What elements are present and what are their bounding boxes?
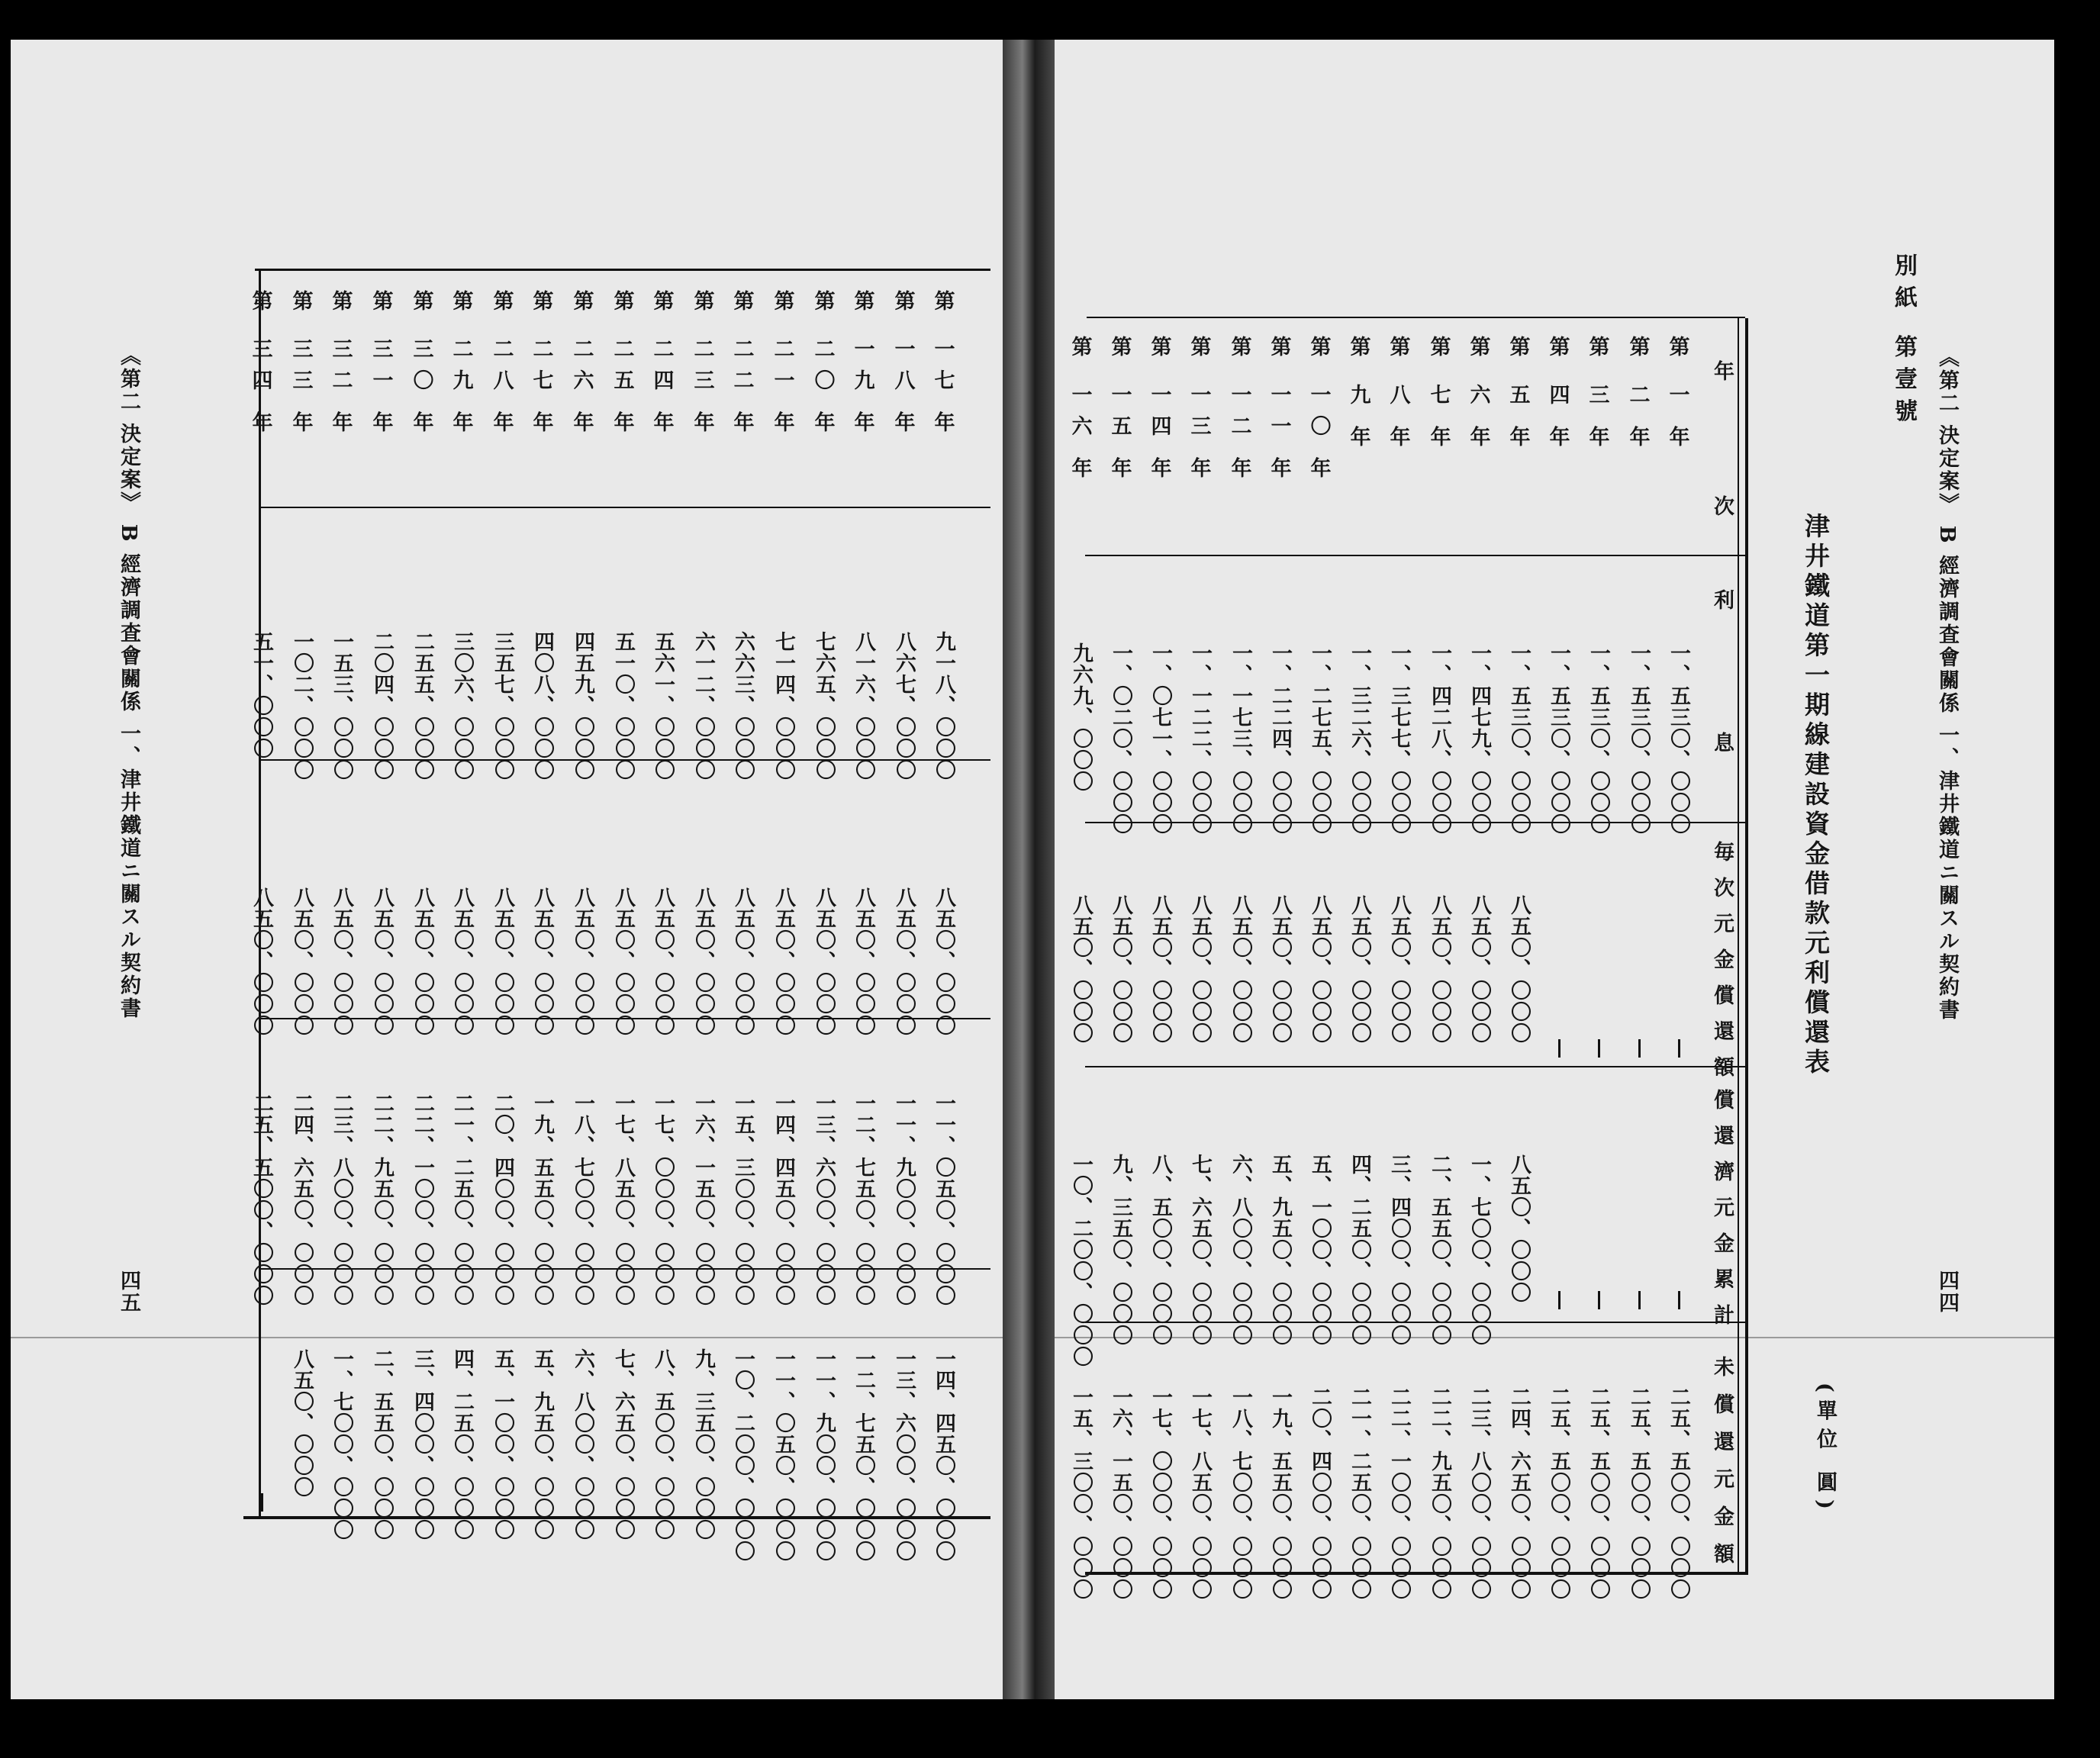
annual-repayment-cell: 八五〇、〇〇〇 (1387, 894, 1411, 1044)
annual-repayment-cell: 八五〇、〇〇〇 (691, 887, 715, 1036)
annual-repayment-cell: 八五〇、〇〇〇 (370, 887, 394, 1036)
outstanding-cell: 一一、〇五〇、〇〇〇 (771, 1348, 795, 1562)
cumulative-cell: 四、二五〇、〇〇〇 (1348, 1154, 1371, 1346)
year-cell: 第 二 三 年 (694, 290, 715, 435)
outstanding-cell: 一八、七〇〇、〇〇〇 (1229, 1386, 1252, 1600)
interest-cell: 一、四七九、〇〇〇 (1467, 642, 1491, 835)
table-border (1087, 317, 1745, 318)
cumulative-cell: 二三、八〇〇、〇〇〇 (330, 1093, 353, 1306)
cumulative-cell: 一七、八五〇、〇〇〇 (611, 1093, 635, 1306)
outstanding-cell: 二二、九五〇、〇〇〇 (1428, 1386, 1451, 1600)
outstanding-cell: 二五、五〇〇、〇〇〇 (1586, 1386, 1610, 1600)
interest-cell: 九六九、〇〇〇 (1069, 642, 1093, 792)
annual-repayment-cell: 八五〇、〇〇〇 (250, 887, 273, 1036)
interest-cell: 九一八、〇〇〇 (932, 631, 955, 781)
cumulative-cell: 二四、六五〇、〇〇〇 (290, 1093, 314, 1306)
outstanding-cell: 九、三五〇、〇〇〇 (691, 1348, 715, 1541)
cumulative-cell: 一九、五五〇、〇〇〇 (530, 1093, 554, 1306)
page-number: 四五 (117, 1270, 140, 1314)
year-cell: 第 一 八 年 (894, 290, 916, 435)
interest-cell: 一、五三〇、〇〇〇 (1627, 642, 1651, 835)
interest-cell: 一、一二二、〇〇〇 (1188, 642, 1212, 835)
annual-repayment-cell: 八五〇、〇〇〇 (932, 887, 955, 1036)
empty-cell-mark (1678, 1039, 1680, 1058)
outstanding-cell: 二二、一〇〇、〇〇〇 (1387, 1386, 1411, 1600)
year-cell: 第 二 七 年 (533, 290, 554, 435)
annual-repayment-cell: 八五〇、〇〇〇 (571, 887, 594, 1036)
cumulative-cell: 八五〇、〇〇〇 (1507, 1154, 1531, 1303)
annual-repayment-cell: 八五〇、〇〇〇 (892, 887, 916, 1036)
annual-repayment-cell: 八五〇、〇〇〇 (1109, 894, 1132, 1044)
outstanding-cell: 一五、三〇〇、〇〇〇 (1069, 1386, 1093, 1600)
row-divider (1085, 1066, 1745, 1067)
year-cell: 第 二 二 年 (733, 290, 755, 435)
cumulative-cell: 六、八〇〇、〇〇〇 (1229, 1154, 1252, 1346)
empty-cell-mark (1638, 1039, 1641, 1058)
interest-cell: 一五三、〇〇〇 (330, 631, 353, 781)
annual-repayment-cell: 八五〇、〇〇〇 (411, 887, 434, 1036)
outstanding-cell: 二五、五〇〇、〇〇〇 (1627, 1386, 1651, 1600)
outstanding-cell: 六、八〇〇、〇〇〇 (571, 1348, 594, 1541)
interest-cell: 一、二七五、〇〇〇 (1308, 642, 1332, 835)
outstanding-cell: 八五〇、〇〇〇 (290, 1348, 314, 1498)
cumulative-cell: 二、五五〇、〇〇〇 (1428, 1154, 1451, 1346)
table-border (255, 269, 990, 271)
year-cell: 第 一 四 年 (1151, 336, 1172, 481)
header-interest: 利息 (1710, 589, 1734, 874)
annual-repayment-cell: 八五〇、〇〇〇 (1188, 894, 1212, 1044)
annual-repayment-cell: 八五〇、〇〇〇 (812, 887, 836, 1036)
interest-cell: 六六三、〇〇〇 (731, 631, 755, 781)
row-divider (1085, 1322, 1745, 1323)
empty-cell-mark (261, 1493, 263, 1512)
outstanding-cell: 一六、一五〇、〇〇〇 (1109, 1386, 1132, 1600)
year-cell: 第 一 二 年 (1231, 336, 1252, 481)
annual-repayment-cell: 八五〇、〇〇〇 (1229, 894, 1252, 1044)
annual-repayment-cell: 八五〇、〇〇〇 (651, 887, 675, 1036)
annual-repayment-cell: 八五〇、〇〇〇 (731, 887, 755, 1036)
year-cell: 第 二 一 年 (774, 290, 795, 435)
cumulative-cell: 一〇、二〇〇、〇〇〇 (1069, 1154, 1093, 1367)
annual-repayment-cell: 八五〇、〇〇〇 (1348, 894, 1371, 1044)
year-cell: 第 一 九 年 (854, 290, 875, 435)
outstanding-cell: 一七、八五〇、〇〇〇 (1188, 1386, 1212, 1600)
unit-label: (單位 圓) (1813, 1383, 1837, 1517)
outstanding-cell: 四、二五〇、〇〇〇 (450, 1348, 474, 1541)
outstanding-cell: 二、五五〇、〇〇〇 (370, 1348, 394, 1541)
outstanding-cell: 七、六五〇、〇〇〇 (611, 1348, 635, 1541)
year-cell: 第 七 年 (1430, 336, 1451, 449)
year-cell: 第 二 〇 年 (814, 290, 836, 435)
outstanding-cell: 二三、八〇〇、〇〇〇 (1467, 1386, 1491, 1600)
year-cell: 第 二 五 年 (614, 290, 635, 435)
outstanding-cell: 一〇、二〇〇、〇〇〇 (731, 1348, 755, 1562)
empty-cell-mark (1598, 1039, 1600, 1058)
interest-cell: 六一二、〇〇〇 (691, 631, 715, 781)
cumulative-cell: 二一、二五〇、〇〇〇 (450, 1093, 474, 1306)
outstanding-cell: 一四、四五〇、〇〇〇 (932, 1348, 955, 1562)
header-cumulative: 償還濟元金累計 (1710, 1089, 1734, 1340)
year-cell: 第 六 年 (1470, 336, 1491, 449)
annual-repayment-cell: 八五〇、〇〇〇 (1507, 894, 1531, 1044)
cumulative-cell: 一五、三〇〇、〇〇〇 (731, 1093, 755, 1306)
interest-cell: 四五九、〇〇〇 (571, 631, 594, 781)
cumulative-cell: 二五、五〇〇、〇〇〇 (250, 1093, 273, 1306)
header-annual: 毎次元金償還額 (1710, 841, 1734, 1092)
annual-repayment-cell: 八五〇、〇〇〇 (330, 887, 353, 1036)
year-cell: 第 一 三 年 (1190, 336, 1212, 481)
page-number: 四四 (1935, 1270, 1959, 1314)
annual-repayment-cell: 八五〇、〇〇〇 (491, 887, 514, 1036)
empty-cell-mark (1678, 1291, 1680, 1309)
outstanding-cell: 二一、二五〇、〇〇〇 (1348, 1386, 1371, 1600)
cumulative-cell: 一二、七五〇、〇〇〇 (852, 1093, 875, 1306)
outstanding-cell: 一九、五五〇、〇〇〇 (1268, 1386, 1292, 1600)
cumulative-cell: 三、四〇〇、〇〇〇 (1387, 1154, 1411, 1346)
cumulative-cell: 五、一〇〇、〇〇〇 (1308, 1154, 1332, 1346)
cumulative-cell: 一四、四五〇、〇〇〇 (771, 1093, 795, 1306)
annual-repayment-cell: 八五〇、〇〇〇 (1069, 894, 1093, 1044)
year-cell: 第 三 一 年 (372, 290, 394, 435)
header-year: 年次 (1710, 360, 1734, 630)
interest-cell: 三五七、〇〇〇 (491, 631, 514, 781)
year-cell: 第 九 年 (1350, 336, 1371, 449)
outstanding-cell: 二〇、四〇〇、〇〇〇 (1308, 1386, 1332, 1600)
cumulative-cell: 一一、九〇〇、〇〇〇 (892, 1093, 916, 1306)
cumulative-cell: 一三、六〇〇、〇〇〇 (812, 1093, 836, 1306)
annual-repayment-cell: 八五〇、〇〇〇 (290, 887, 314, 1036)
outstanding-cell: 一七、〇〇〇、〇〇〇 (1148, 1386, 1172, 1600)
right-page (1055, 40, 2054, 1699)
year-cell: 第 三 年 (1589, 336, 1610, 449)
interest-cell: 三〇六、〇〇〇 (450, 631, 474, 781)
cumulative-cell: 一、七〇〇、〇〇〇 (1467, 1154, 1491, 1346)
cumulative-cell: 七、六五〇、〇〇〇 (1188, 1154, 1212, 1346)
outstanding-cell: 二五、五〇〇、〇〇〇 (1667, 1386, 1690, 1600)
outstanding-cell: 二五、五〇〇、〇〇〇 (1547, 1386, 1570, 1600)
year-cell: 第 三 二 年 (332, 290, 353, 435)
interest-cell: 五一、〇〇〇 (250, 631, 273, 759)
interest-cell: 一、四二八、〇〇〇 (1428, 642, 1451, 835)
annual-repayment-cell: 八五〇、〇〇〇 (611, 887, 635, 1036)
running-head: 《第二 決定案》 B 經濟調査會關係 一、津井鐵道ニ關スル契約書 (117, 345, 140, 1021)
interest-cell: 一〇二、〇〇〇 (290, 631, 314, 781)
annual-repayment-cell: 八五〇、〇〇〇 (1467, 894, 1491, 1044)
interest-cell: 一、二二四、〇〇〇 (1268, 642, 1292, 835)
interest-cell: 八六七、〇〇〇 (892, 631, 916, 781)
cumulative-cell: 九、三五〇、〇〇〇 (1109, 1154, 1132, 1346)
interest-cell: 七六五、〇〇〇 (812, 631, 836, 781)
interest-cell: 一、一七三、〇〇〇 (1229, 642, 1252, 835)
year-cell: 第 二 九 年 (453, 290, 474, 435)
year-cell: 第 一 一 年 (1271, 336, 1292, 481)
interest-cell: 二五五、〇〇〇 (411, 631, 434, 781)
interest-cell: 四〇八、〇〇〇 (530, 631, 554, 781)
interest-cell: 一、三二六、〇〇〇 (1348, 642, 1371, 835)
scan-line (11, 1337, 1003, 1338)
table-title: 津井鐵道第一期線建設資金借款元利償還表 (1801, 513, 1831, 1078)
year-cell: 第 一 〇 年 (1310, 336, 1332, 481)
interest-cell: 一、三七七、〇〇〇 (1387, 642, 1411, 835)
annex-label: 別紙 第壹號 (1890, 253, 1917, 431)
outstanding-cell: 二四、六五〇、〇〇〇 (1507, 1386, 1531, 1600)
book-gutter (1003, 40, 1055, 1699)
interest-cell: 一、〇七一、〇〇〇 (1148, 642, 1172, 835)
annual-repayment-cell: 八五〇、〇〇〇 (530, 887, 554, 1036)
year-cell: 第 五 年 (1509, 336, 1531, 449)
cumulative-cell: 二〇、四〇〇、〇〇〇 (491, 1093, 514, 1306)
interest-cell: 一、五三〇、〇〇〇 (1507, 642, 1531, 835)
cumulative-cell: 一一、〇五〇、〇〇〇 (932, 1093, 955, 1306)
interest-cell: 七一四、〇〇〇 (771, 631, 795, 781)
year-cell: 第 三 四 年 (252, 290, 273, 435)
outstanding-cell: 五、九五〇、〇〇〇 (530, 1348, 554, 1541)
year-cell: 第 一 五 年 (1111, 336, 1132, 481)
annual-repayment-cell: 八五〇、〇〇〇 (1148, 894, 1172, 1044)
cumulative-cell: 一七、〇〇〇、〇〇〇 (651, 1093, 675, 1306)
year-cell: 第 四 年 (1549, 336, 1570, 449)
cumulative-cell: 二二、九五〇、〇〇〇 (370, 1093, 394, 1306)
header-outstanding: 未償還元金額 (1710, 1356, 1734, 1580)
annual-repayment-cell: 八五〇、〇〇〇 (1308, 894, 1332, 1044)
annual-repayment-cell: 八五〇、〇〇〇 (450, 887, 474, 1036)
year-cell: 第 二 六 年 (573, 290, 594, 435)
empty-cell-mark (1598, 1291, 1600, 1309)
left-page (11, 40, 1003, 1699)
interest-cell: 二〇四、〇〇〇 (370, 631, 394, 781)
cumulative-cell: 一六、一五〇、〇〇〇 (691, 1093, 715, 1306)
outstanding-cell: 一、七〇〇、〇〇〇 (330, 1348, 353, 1541)
header-divider (1738, 318, 1739, 1573)
interest-cell: 五一〇、〇〇〇 (611, 631, 635, 781)
outstanding-cell: 八、五〇〇、〇〇〇 (651, 1348, 675, 1541)
annual-repayment-cell: 八五〇、〇〇〇 (1428, 894, 1451, 1044)
year-cell: 第 一 七 年 (934, 290, 955, 435)
empty-cell-mark (1558, 1291, 1561, 1309)
year-cell: 第 一 年 (1669, 336, 1690, 449)
outstanding-cell: 一三、六〇〇、〇〇〇 (892, 1348, 916, 1562)
year-cell: 第 一 六 年 (1071, 336, 1093, 481)
year-cell: 第 二 八 年 (493, 290, 514, 435)
outstanding-cell: 五、一〇〇、〇〇〇 (491, 1348, 514, 1541)
row-divider (259, 507, 990, 508)
outstanding-cell: 一二、七五〇、〇〇〇 (852, 1348, 875, 1562)
cumulative-cell: 二二、一〇〇、〇〇〇 (411, 1093, 434, 1306)
interest-cell: 一、五三〇、〇〇〇 (1547, 642, 1570, 835)
year-cell: 第 二 四 年 (653, 290, 675, 435)
annual-repayment-cell: 八五〇、〇〇〇 (771, 887, 795, 1036)
outstanding-cell: 一一、九〇〇、〇〇〇 (812, 1348, 836, 1562)
running-head: 《第二 決定案》 B 經濟調査會關係 一、津井鐵道ニ關スル契約書 (1935, 346, 1959, 1022)
interest-cell: 一、五三〇、〇〇〇 (1586, 642, 1610, 835)
cumulative-cell: 八、五〇〇、〇〇〇 (1148, 1154, 1172, 1346)
empty-cell-mark (1558, 1039, 1561, 1058)
outstanding-cell: 三、四〇〇、〇〇〇 (411, 1348, 434, 1541)
year-cell: 第 八 年 (1390, 336, 1411, 449)
year-cell: 第 三 三 年 (292, 290, 314, 435)
cumulative-cell: 一八、七〇〇、〇〇〇 (571, 1093, 594, 1306)
interest-cell: 一、五三〇、〇〇〇 (1667, 642, 1690, 835)
interest-cell: 八一六、〇〇〇 (852, 631, 875, 781)
empty-cell-mark (1638, 1291, 1641, 1309)
annual-repayment-cell: 八五〇、〇〇〇 (852, 887, 875, 1036)
annual-repayment-cell: 八五〇、〇〇〇 (1268, 894, 1292, 1044)
interest-cell: 一、〇二〇、〇〇〇 (1109, 642, 1132, 835)
year-cell: 第 三 〇 年 (413, 290, 434, 435)
cumulative-cell: 五、九五〇、〇〇〇 (1268, 1154, 1292, 1346)
table-border (1745, 318, 1748, 1573)
year-cell: 第 二 年 (1629, 336, 1651, 449)
interest-cell: 五六一、〇〇〇 (651, 631, 675, 781)
row-divider (1085, 555, 1745, 556)
